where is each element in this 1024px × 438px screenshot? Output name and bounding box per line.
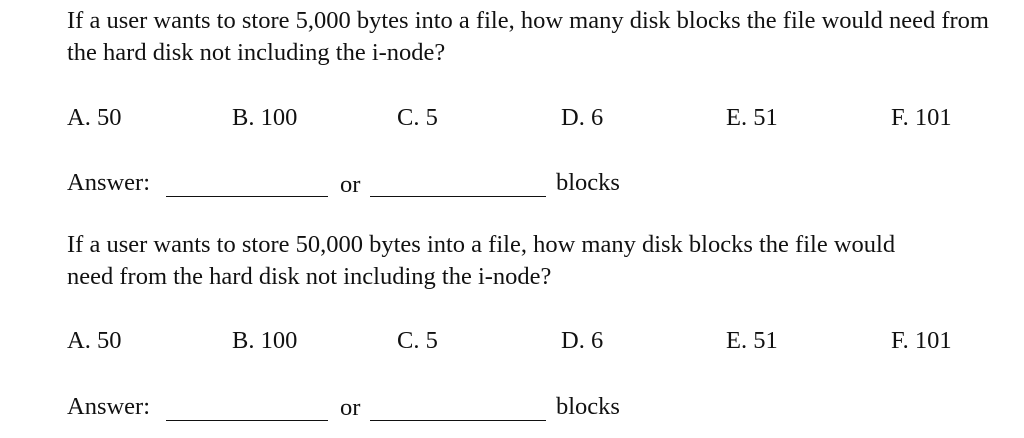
question-2-text: If a user wants to store 50,000 bytes into a file, how many disk blocks the file would need from the hard disk not including the i-node?: [67, 231, 896, 290]
question-1-option-b[interactable]: B. 100: [232, 104, 298, 131]
question-1-answer-blank-2[interactable]: [370, 196, 546, 197]
question-2-option-d[interactable]: D. 6: [561, 327, 604, 354]
question-1-option-e[interactable]: E. 51: [726, 104, 778, 131]
question-2-answer-blank-2[interactable]: [370, 420, 546, 421]
question-1-option-d[interactable]: D. 6: [561, 104, 604, 131]
question-1-text: If a user wants to store 5,000 bytes into a file, how many disk blocks the file would need from the hard disk not including the i-node?: [67, 7, 989, 66]
question-2-option-f[interactable]: F. 101: [891, 327, 952, 354]
question-1-option-a[interactable]: A. 50: [67, 104, 122, 131]
question-1-or-label: or: [340, 171, 361, 198]
question-2-option-a[interactable]: A. 50: [67, 327, 122, 354]
question-1-answer-blank-1[interactable]: [166, 196, 328, 197]
question-2-blocks-label: blocks: [556, 393, 620, 420]
question-1-option-f[interactable]: F. 101: [891, 104, 952, 131]
question-2-option-e[interactable]: E. 51: [726, 327, 778, 354]
question-1-option-c[interactable]: C. 5: [397, 104, 438, 131]
question-2-option-c[interactable]: C. 5: [397, 327, 438, 354]
question-2-option-b[interactable]: B. 100: [232, 327, 298, 354]
question-2-or-label: or: [340, 394, 361, 421]
question-1-answer-label: Answer:: [67, 169, 151, 196]
question-2-answer-label: Answer:: [67, 393, 151, 420]
question-2-answer-blank-1[interactable]: [166, 420, 328, 421]
question-1-blocks-label: blocks: [556, 169, 620, 196]
